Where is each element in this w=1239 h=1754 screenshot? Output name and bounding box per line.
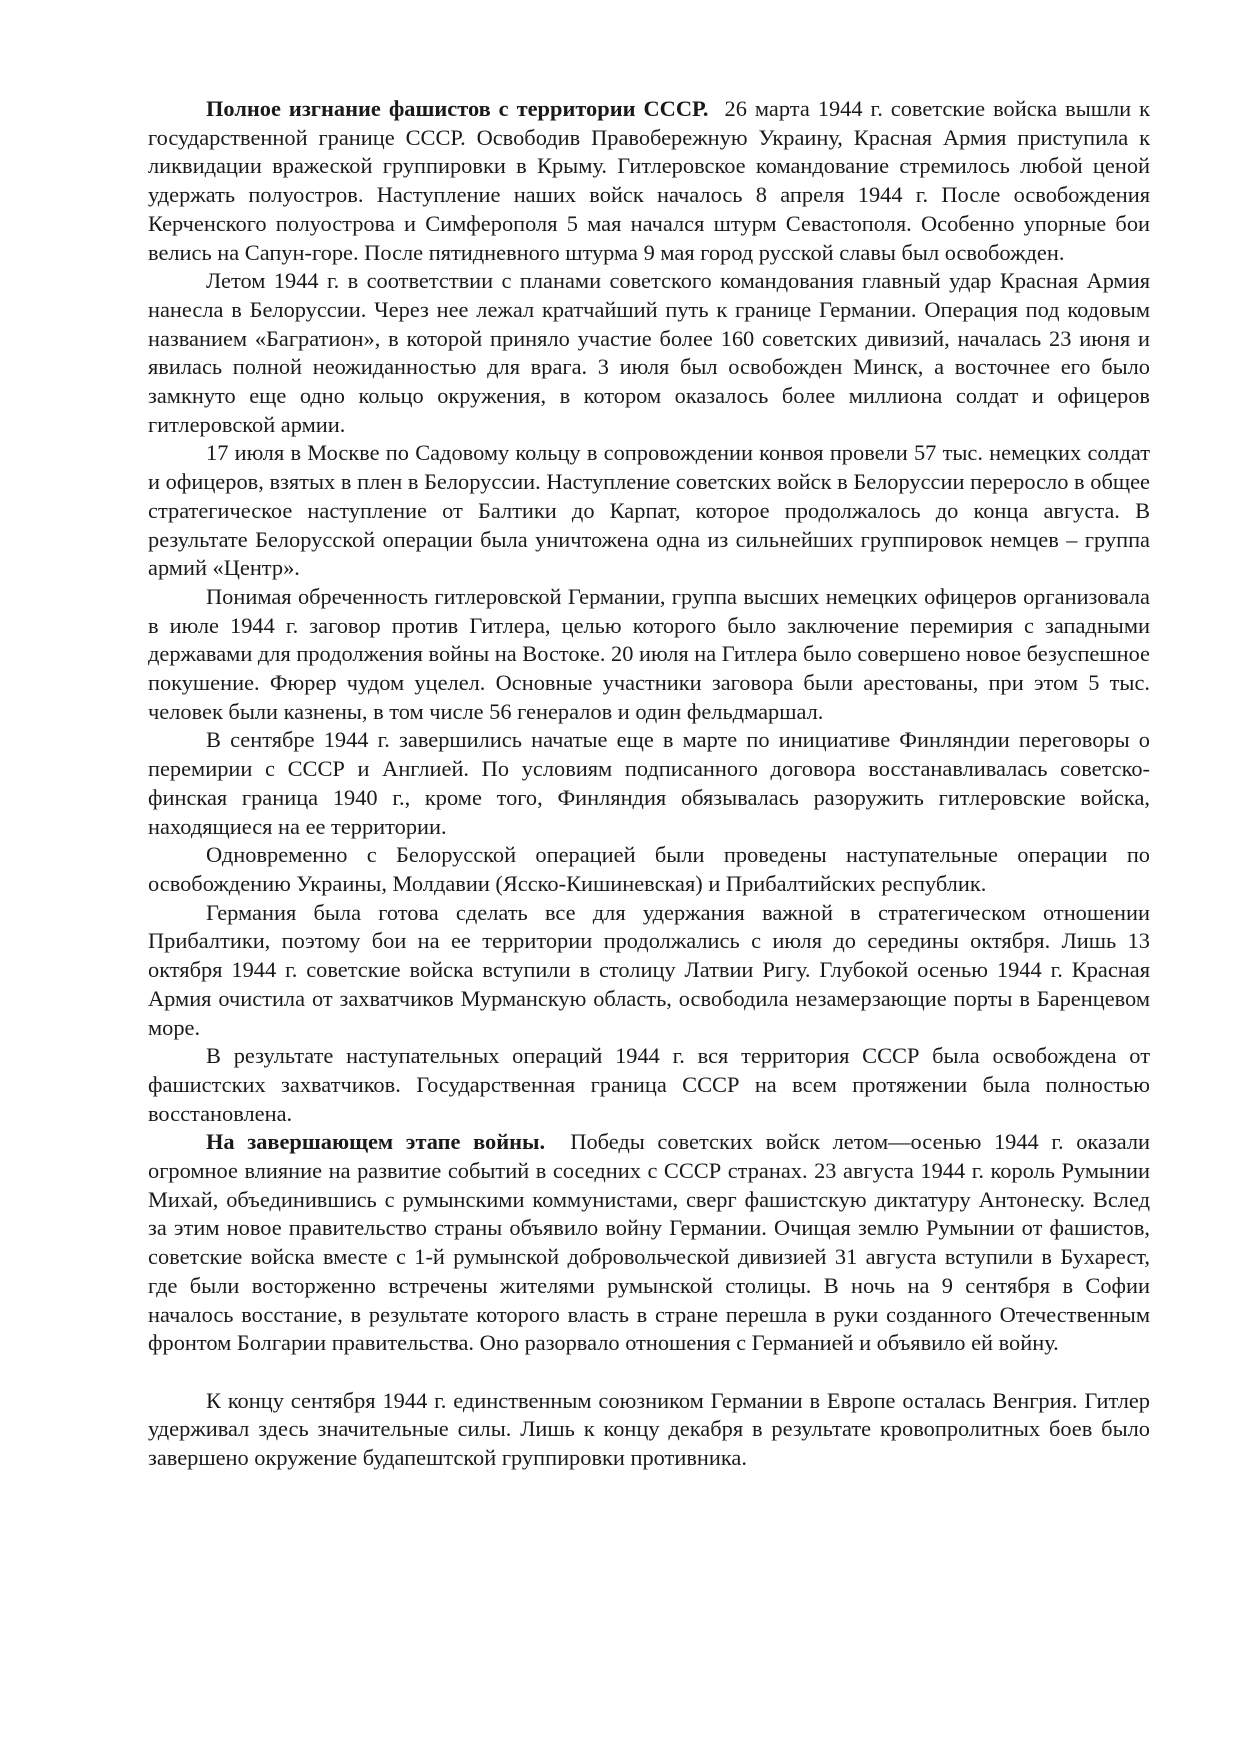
paragraph-text: Германия была готова сделать все для удержания важной в стратегическом отношении Прибалтики, поэтому бои на ее территории продолжались с июля до середины октября. Лишь 13 октября 1944 г. советские войска вступили в столицу Латвии Ригу. Глубокой осенью 1944 г. Красная Армия очистила от захватчиков Мурманскую область, освободила незамерзающие порты в Баренцевом море. — [148, 899, 1150, 1040]
paragraph-5 — [148, 726, 1150, 841]
section-heading: Полное изгнание фашистов с территории СССР. — [206, 96, 709, 121]
paragraph-text: В сентябре 1944 г. завершились начатые еще в марте по инициативе Финляндии переговоры о перемирии с СССР и Англией. По условиям подписанного договора восстанавливалась советско-финская граница 1940 г., кроме того, Финляндия обязывалась разоружить гитлеровские войска, находящиеся на ее территории. — [148, 727, 1150, 839]
paragraph-text: Летом 1944 г. в соответствии с планами советского командования главный удар Красная Армия нанесла в Белоруссии. Через нее лежал кратчайший путь к границе Германии. Операция под кодовым названием «Багратион», в которой приняло участие более 160 советских дивизий, началась 23 июня и явилась полной неожиданностью для врага. 3 июля был освобожден Минск, а восточнее его было замкнуто еще одно кольцо окружения, в котором оказалось более миллиона солдат и офицеров гитлеровской армии. — [148, 268, 1150, 437]
paragraph-10 — [148, 1387, 1150, 1473]
paragraph-text: Победы советских войск летом—осенью 1944 г. оказали огромное влияние на развитие событий в соседних с СССР странах. 23 августа 1944 г. король Румынии Михай, объединившись с румынскими коммунистами, сверг фашистскую диктатуру Антонеску. Вслед за этим новое правительство страны объявило войну Германии. Очищая землю Румынии от фашистов, советские войска вместе с 1-й румынской добровольческой дивизией 31 августа вступили в Бухарест, где были восторженно встречены жителями румынской столицы. В ночь на 9 сентября в Софии началось восстание, в результате которого власть в стране перешла в руки созданного Отечественным фронтом Болгарии правительства. Оно разорвало отношения с Германией и объявило ей войну. — [148, 1129, 1150, 1356]
document-page — [148, 95, 1150, 1473]
paragraph-6 — [148, 841, 1150, 898]
paragraph-text: К концу сентября 1944 г. единственным союзником Германии в Европе осталась Венгрия. Гитлер удерживал здесь значительные силы. Лишь к концу декабря в результате кровопролитных боев было завершено окружение будапештской группировки противника. — [148, 1387, 1150, 1471]
paragraph-3 — [148, 439, 1150, 583]
paragraph-text: 26 марта 1944 г. советские войска вышли к государственной границе СССР. Освободив Правобережную Украину, Красная Армия приступила к ликвидации вражеской группировки в Крыму. Гитлеровское командование стремилось любой ценой удержать полуостров. Наступление наших войск началось 8 апреля 1944 г. После освобождения Керченского полуострова и Симферополя 5 мая начался штурм Севастополя. Особенно упорные бои велись на Сапун-горе. После пятидневного штурма 9 мая город русской славы был освобожден. — [148, 96, 1151, 265]
paragraph-9 — [148, 1128, 1150, 1358]
paragraph-1 — [148, 95, 1150, 267]
paragraph-text: Понимая обреченность гитлеровской Германии, группа высших немецких офицеров организовала в июле 1944 г. заговор против Гитлера, целью которого было заключение перемирия с западными державами для продолжения войны на Востоке. 20 июля на Гитлера было совершено новое безуспешное покушение. Фюрер чудом уцелел. Основные участники заговора были арестованы, при этом 5 тыс. человек были казнены, в том числе 56 генералов и один фельдмаршал. — [148, 583, 1150, 724]
paragraph-7 — [148, 899, 1150, 1043]
paragraph-text: В результате наступательных операций 1944 г. вся территория СССР была освобождена от фашистских захватчиков. Государственная граница СССР на всем протяжении была полностью восстановлена. — [148, 1043, 1150, 1126]
paragraph-8 — [148, 1042, 1150, 1128]
section-heading: На завершающем этапе войны. — [206, 1129, 546, 1155]
paragraph-text: Одновременно с Белорусской операцией были проведены наступательные операции по освобождению Украины, Молдавии (Ясско-Кишиневская) и Прибалтийских республик. — [148, 842, 1150, 896]
paragraph-2 — [148, 267, 1150, 439]
paragraph-text: 17 июля в Москве по Садовому кольцу в сопровождении конвоя провели 57 тыс. немецких солдат и офицеров, взятых в плен в Белоруссии. Наступление советских войск в Белоруссии переросло в общее стратегическое наступление от Балтики до Карпат, которое продолжалось до конца августа. В результате Белорусской операции была уничтожена одна из сильнейших группировок немцев – группа армий «Центр». — [148, 440, 1150, 581]
paragraph-4 — [148, 583, 1150, 727]
